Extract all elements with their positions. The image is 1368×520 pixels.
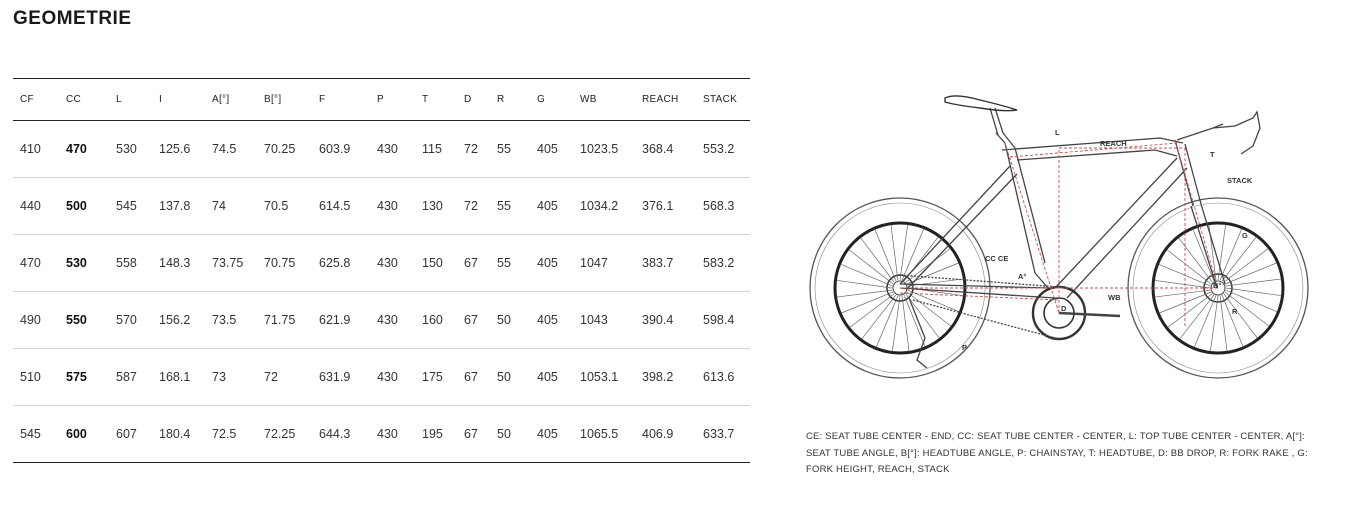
table-cell: 55 [497,256,511,270]
column-header: REACH [642,94,679,105]
page-title: GEOMETRIE [13,8,132,29]
table-cell: 583.2 [703,256,735,270]
table-cell: 490 [20,313,41,327]
table-cell: 383.7 [642,256,674,270]
table-cell: 115 [422,142,442,156]
frame-icon [900,96,1260,368]
table-cell: 160 [422,313,443,327]
table-cell: 1047 [580,256,608,270]
table-cell: 405 [537,370,558,384]
table-row [13,178,750,235]
label-p: P [962,343,968,352]
table-cell: 130 [422,199,443,213]
table-cell: 440 [20,199,41,213]
table-cell: 510 [20,370,41,384]
label-stack: STACK [1227,176,1253,185]
table-cell: 156.2 [159,313,191,327]
table-cell: 603.9 [319,142,351,156]
label-wb: WB [1108,293,1121,302]
table-cell: 550 [66,313,87,327]
column-header: F [319,94,326,105]
table-cell: 398.2 [642,370,674,384]
table-cell: 1043 [580,313,608,327]
table-row [13,406,750,463]
table-cell: 470 [66,142,87,156]
table-cell: 575 [66,370,87,384]
table-cell: 67 [464,427,478,441]
table-cell: 405 [537,256,558,270]
table-cell: 545 [20,427,41,441]
table-cell: 148.3 [159,256,191,270]
column-header: WB [580,94,597,105]
table-body [13,121,750,463]
column-header: CF [20,94,34,105]
column-header: B[°] [264,94,282,105]
table-cell: 67 [464,313,478,327]
label-reach: REACH [1100,139,1127,148]
table-cell: 430 [377,427,398,441]
table-cell: 175 [422,370,443,384]
label-d: D [1061,304,1067,313]
table-cell: 125.6 [159,142,191,156]
table-cell: 644.3 [319,427,351,441]
table-cell: 70.5 [264,199,289,213]
table-cell: 587 [116,370,137,384]
table-cell: 633.7 [703,427,735,441]
table-cell: 368.4 [642,142,674,156]
table-cell: 530 [66,256,87,270]
table-cell: 168.1 [159,370,191,384]
column-header: STACK [703,94,738,105]
column-header: P [377,94,384,105]
table-cell: 607 [116,427,137,441]
table-cell: 405 [537,427,558,441]
header-row [13,79,750,121]
table-cell: 71.75 [264,313,296,327]
column-header: T [422,94,429,105]
table-cell: 67 [464,256,478,270]
table-row [13,235,750,292]
table-cell: 558 [116,256,137,270]
table-cell: 1023.5 [580,142,619,156]
table-cell: 73.75 [212,256,244,270]
table-cell: 1053.1 [580,370,619,384]
label-l: L [1055,128,1060,137]
label-a: A° [1018,272,1027,281]
table-cell: 430 [377,199,398,213]
table-cell: 390.4 [642,313,674,327]
table-cell: 405 [537,313,558,327]
table-cell: 195 [422,427,443,441]
table-cell: 410 [20,142,41,156]
column-header: I [159,94,163,105]
table-cell: 598.4 [703,313,735,327]
column-header: G [537,94,546,105]
table-cell: 553.2 [703,142,735,156]
table-cell: 613.6 [703,370,735,384]
table-cell: 67 [464,370,478,384]
table-cell: 72 [464,142,478,156]
table-cell: 1034.2 [580,199,619,213]
label-r: R [1232,307,1238,316]
table-cell: 470 [20,256,41,270]
label-cc-ce: CC CE [985,254,1009,263]
table-cell: 405 [537,142,558,156]
table-header [13,79,750,121]
table-cell: 74 [212,199,226,213]
table-cell: 72.5 [212,427,237,441]
table-cell: 545 [116,199,137,213]
table-cell: 621.9 [319,313,351,327]
table-cell: 614.5 [319,199,351,213]
table-cell: 180.4 [159,427,191,441]
geometry-table [13,78,750,463]
table-cell: 137.8 [159,199,191,213]
column-header: L [116,94,122,105]
geometry-legend: CE: SEAT TUBE CENTER - END, CC: SEAT TUBE CENTER - CENTER, L: TOP TUBE CENTER - CENTER, A[°]: SEAT TUBE ANGLE, B[°]: HEADTUBE ANGLE, P: CHAINSTAY, T: HEADTUBE, D: BB DROP, R: FORK RAKE , G: FORK HEIGHT, REACH, STACK [806,431,1308,475]
table-cell: 72 [264,370,278,384]
table-cell: 55 [497,142,511,156]
table-row [13,292,750,349]
table-cell: 430 [377,370,398,384]
table-cell: 50 [497,313,511,327]
table-row [13,349,750,406]
table-cell: 55 [497,199,511,213]
table-cell: 430 [377,256,398,270]
table-cell: 430 [377,142,398,156]
table-cell: 70.75 [264,256,296,270]
table-cell: 73 [212,370,226,384]
table-cell: 568.3 [703,199,735,213]
table-cell: 50 [497,370,511,384]
bike-geometry-diagram [805,88,1360,413]
table-cell: 70.25 [264,142,296,156]
table-cell: 72 [464,199,478,213]
table-cell: 631.9 [319,370,351,384]
table-row [13,121,750,178]
table-cell: 600 [66,427,87,441]
label-g: G [1242,231,1248,240]
label-b: B° [1213,281,1222,290]
table-cell: 500 [66,199,87,213]
table-cell: 74.5 [212,142,237,156]
table-cell: 376.1 [642,199,674,213]
column-header: D [464,94,472,105]
table-cell: 625.8 [319,256,351,270]
table-cell: 73.5 [212,313,237,327]
table-cell: 150 [422,256,443,270]
table-cell: 405 [537,199,558,213]
table-cell: 72.25 [264,427,296,441]
column-header: CC [66,94,82,105]
table-cell: 430 [377,313,398,327]
label-t: T [1210,150,1215,159]
table-cell: 406.9 [642,427,674,441]
column-header: A[°] [212,94,230,105]
table-cell: 570 [116,313,137,327]
table-cell: 50 [497,427,511,441]
table-cell: 1065.5 [580,427,619,441]
column-header: R [497,94,505,105]
table-cell: 530 [116,142,137,156]
